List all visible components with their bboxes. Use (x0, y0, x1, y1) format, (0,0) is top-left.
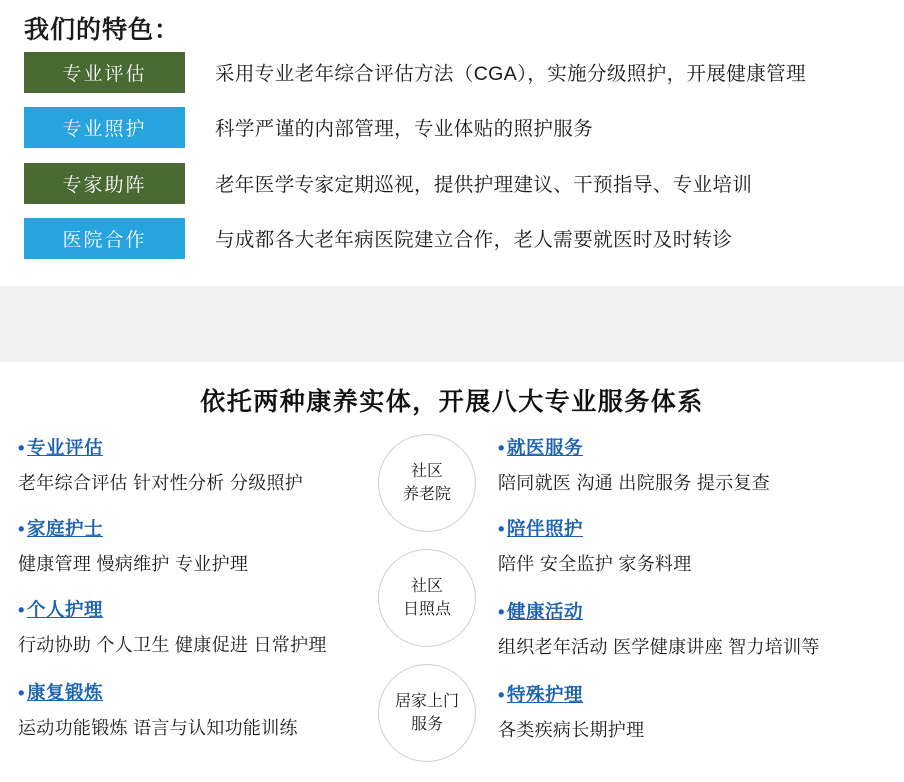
service-item-body: 组织老年活动 医学健康讲座 智力培训等 (498, 637, 820, 657)
service-item-heading (18, 434, 368, 460)
entity-circle-line1: 社区 (410, 462, 443, 480)
service-item (498, 515, 888, 576)
entity-circle-group (378, 434, 488, 779)
service-item-title: 家庭护士 (26, 518, 103, 539)
feature-row (24, 50, 884, 94)
entity-circle (378, 434, 476, 532)
service-item (498, 598, 888, 659)
feature-row (24, 105, 884, 149)
entity-circle-line2: 日照点 (402, 601, 451, 618)
feature-tag: 医院合作 (24, 218, 185, 259)
service-item (18, 679, 368, 740)
feature-description: 老年医学专家定期巡视，提供护理建议、干预指导、专业培训 (215, 174, 753, 196)
entity-circle-line2: 服务 (410, 716, 443, 733)
entity-circle-line1: 社区 (410, 577, 443, 595)
service-item-body: 陪同就医 沟通 出院服务 提示复查 (498, 473, 771, 493)
bullet-icon: • (18, 599, 25, 620)
entity-circle (378, 664, 476, 762)
features-title: 我们的特色： (24, 16, 181, 44)
service-item-title: 特殊护理 (506, 684, 583, 705)
service-item-title: 就医服务 (506, 437, 583, 458)
service-column-left (18, 434, 368, 758)
service-item-heading (18, 515, 368, 541)
service-column-right (498, 434, 888, 760)
feature-row (24, 161, 884, 205)
service-item-heading (498, 598, 888, 624)
feature-description: 科学严谨的内部管理，专业体贴的照护服务 (215, 118, 594, 140)
entity-circle (378, 549, 476, 647)
feature-description: 采用专业老年综合评估方法（CGA），实施分级照护，开展健康管理 (215, 63, 806, 85)
service-item (18, 434, 368, 495)
service-item (18, 515, 368, 576)
service-item-heading (498, 515, 888, 541)
features-section (0, 0, 904, 300)
service-item-heading (498, 434, 888, 460)
service-item-title: 健康活动 (506, 601, 583, 622)
service-item-title: 陪伴照护 (506, 518, 583, 539)
feature-tag: 专业评估 (24, 52, 185, 93)
entity-circle-line2: 养老院 (402, 486, 451, 503)
entity-circle-line1: 居家上门 (394, 692, 459, 710)
service-system-title: 依托两种康养实体，开展八大专业服务体系 (200, 388, 704, 416)
bullet-icon: • (498, 601, 505, 622)
feature-tag: 专业照护 (24, 107, 185, 148)
service-item (498, 681, 888, 742)
service-item-title: 康复锻炼 (26, 682, 103, 703)
service-system-section (0, 362, 904, 782)
service-item-body: 健康管理 慢病维护 专业护理 (18, 554, 249, 574)
service-item-body: 运动功能锻炼 语言与认知功能训练 (18, 718, 298, 738)
feature-description: 与成都各大老年病医院建立合作，老人需要就医时及时转诊 (215, 229, 733, 251)
service-item-heading (18, 596, 368, 622)
feature-row (24, 216, 884, 260)
service-item-body: 老年综合评估 针对性分析 分级照护 (18, 473, 304, 493)
service-item-body: 行动协助 个人卫生 健康促进 日常护理 (18, 635, 327, 655)
service-item (498, 434, 888, 495)
bullet-icon: • (18, 682, 25, 703)
bullet-icon: • (498, 437, 505, 458)
bullet-icon: • (18, 518, 25, 539)
service-item (18, 596, 368, 657)
service-item-heading (18, 679, 368, 705)
section-divider-band (0, 286, 904, 362)
bullet-icon: • (18, 437, 25, 458)
service-item-body: 陪伴 安全监护 家务料理 (498, 554, 692, 574)
service-item-title: 个人护理 (26, 599, 103, 620)
bullet-icon: • (498, 684, 505, 705)
feature-tag: 专家助阵 (24, 163, 185, 204)
service-item-body: 各类疾病长期护理 (498, 720, 645, 740)
bullet-icon: • (498, 518, 505, 539)
service-item-heading (498, 681, 888, 707)
service-item-title: 专业评估 (26, 437, 103, 458)
